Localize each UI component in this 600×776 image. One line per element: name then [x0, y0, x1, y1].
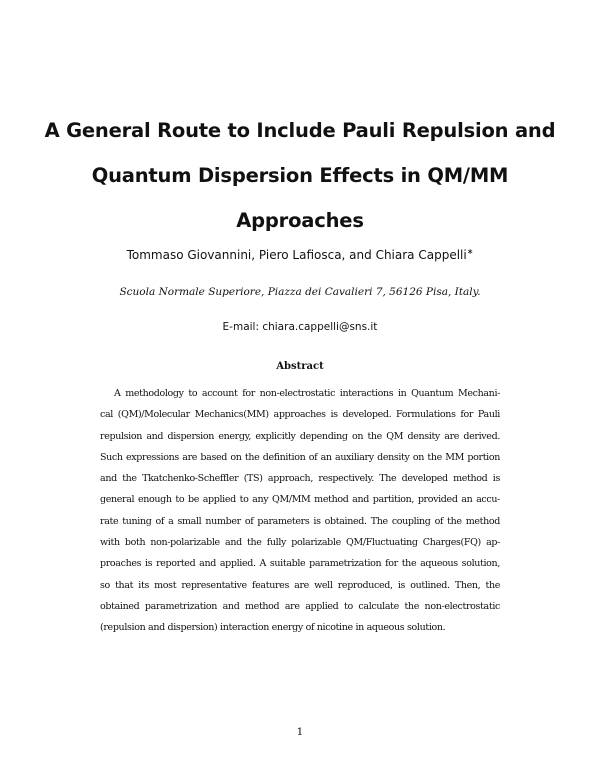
affiliation: Scuola Normale Superiore, Piazza dei Cavalieri 7, 56126 Pisa, Italy. — [119, 286, 481, 298]
abstract-line: Such expressions are based on the definition of an auxiliary density on the MM portion — [100, 451, 500, 463]
corresponding-author-mark: ∗ — [466, 247, 474, 256]
abstract-line: rate tuning of a small number of parameters is obtained. The coupling of the method — [100, 515, 500, 527]
title-line-1: A General Route to Include Pauli Repulsion and — [44, 119, 556, 142]
title-line-3: Approaches — [236, 209, 364, 232]
abstract-body — [100, 383, 500, 639]
email-line: E-mail: chiara.cappelli@sns.it — [222, 321, 378, 333]
abstract-line: cal (QM)/Molecular Mechanics(MM) approaches is developed. Formulations for Pauli — [100, 409, 500, 421]
author-names: Tommaso Giovannini, Piero Lafiosca, and Chiara Cappelli — [126, 248, 467, 262]
paper-title — [40, 108, 560, 243]
abstract-line: obtained parametrization and method are applied to calculate the non-electrostatic — [100, 600, 500, 612]
abstract-line: with both non-polarizable and the fully polarizable QM/Fluctuating Charges(FQ) ap- — [100, 537, 500, 549]
title-line-2: Quantum Dispersion Effects in QM/MM — [91, 164, 509, 187]
author-list — [40, 246, 560, 264]
page-number: 1 — [296, 726, 304, 738]
abstract-heading: Abstract — [276, 361, 324, 372]
abstract-line: repulsion and dispersion energy, explicitly depending on the QM density are derived. — [100, 430, 500, 442]
abstract-line: so that its most representative features are well reproduced, is outlined. Then, the — [100, 579, 500, 591]
abstract-line: proaches is reported and applied. A suitable parametrization for the aqueous solution, — [100, 558, 500, 570]
abstract-line: general enough to be applied to any QM/MM method and partition, provided an accu- — [100, 494, 500, 506]
abstract-line: A methodology to account for non-electrostatic interactions in Quantum Mechani- — [114, 388, 500, 399]
abstract-line: and the Tkatchenko-Scheffler (TS) approach, respectively. The developed method is — [100, 473, 500, 485]
abstract-line: (repulsion and dispersion) interaction energy of nicotine in aqueous solution. — [100, 622, 446, 634]
